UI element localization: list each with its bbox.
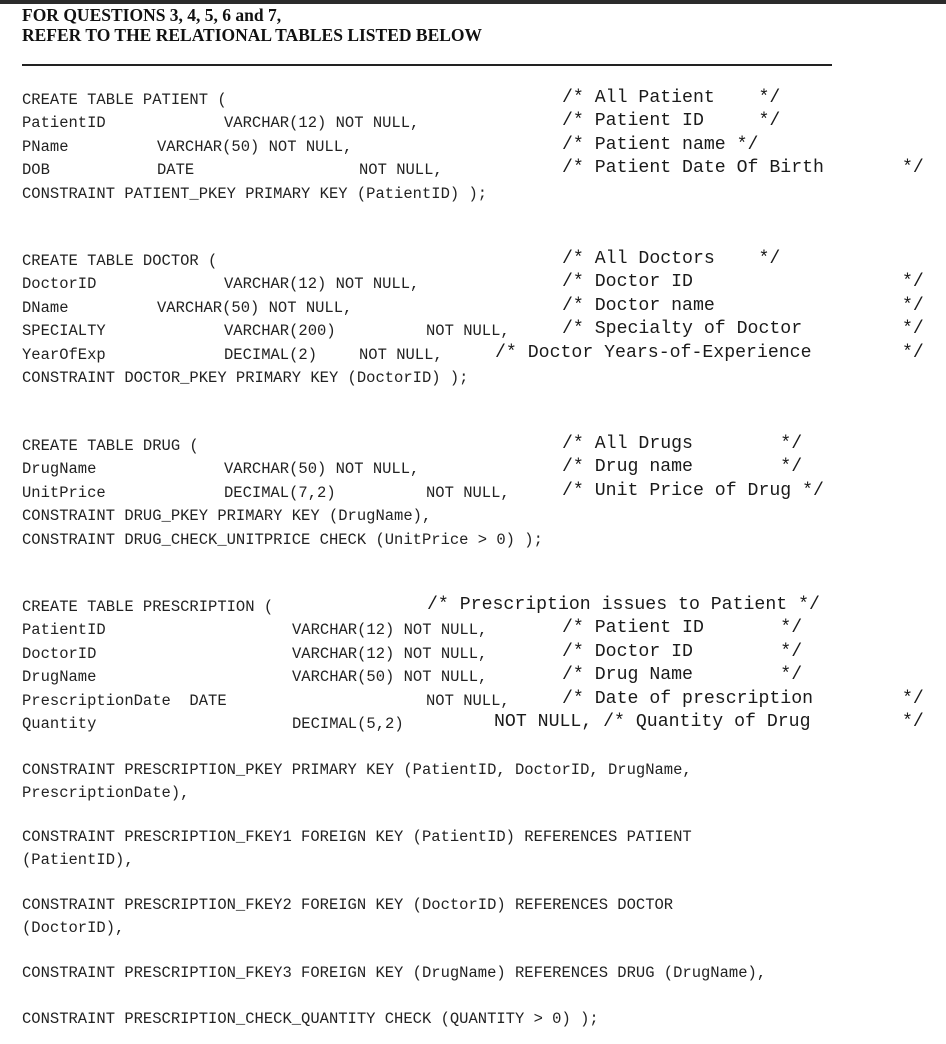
code-text: YearOfExp bbox=[22, 345, 106, 364]
heading-line-2: REFER TO THE RELATIONAL TABLES LISTED BELOW bbox=[22, 25, 483, 45]
code-comment: /* Doctor ID */ bbox=[562, 641, 803, 662]
code-text: VARCHAR(12) NOT NULL, bbox=[224, 114, 420, 133]
code-text: CREATE TABLE DRUG ( bbox=[22, 437, 199, 455]
code-comment: /* Doctor Years-of-Experience bbox=[495, 342, 812, 363]
code-text: PrescriptionDate), bbox=[22, 784, 190, 803]
code-text: CONSTRAINT DRUG_PKEY PRIMARY KEY (DrugName), bbox=[22, 507, 432, 526]
code-text: CONSTRAINT DOCTOR_PKEY PRIMARY KEY (DoctorID) ); bbox=[22, 369, 469, 387]
code-text: DECIMAL(7,2) bbox=[224, 483, 336, 502]
code-text: VARCHAR(50) NOT NULL, bbox=[292, 668, 488, 687]
code-text: CREATE TABLE DOCTOR ( bbox=[22, 252, 218, 270]
code-comment: /* Specialty of Doctor bbox=[562, 319, 803, 340]
code-text: DoctorID bbox=[22, 644, 97, 663]
code-comment: */ bbox=[902, 295, 924, 316]
code-text: CREATE TABLE PATIENT ( bbox=[22, 91, 227, 109]
code-comment: /* Patient ID */ bbox=[562, 111, 781, 132]
code-comment: /* Doctor name bbox=[562, 295, 715, 316]
code-text: NOT NULL, bbox=[359, 161, 443, 180]
code-text: DATE bbox=[157, 161, 195, 180]
code-comment: /* All Drugs */ bbox=[562, 434, 803, 454]
code-text: CREATE TABLE PRESCRIPTION ( bbox=[22, 598, 274, 616]
code-comment: /* Drug name */ bbox=[562, 457, 803, 478]
code-text: NOT NULL, bbox=[359, 345, 443, 364]
code-text: NOT NULL, bbox=[426, 322, 510, 341]
code-comment: /* Patient Date Of Birth bbox=[562, 158, 824, 179]
code-text: NOT NULL, bbox=[426, 483, 510, 502]
code-comment: */ bbox=[902, 272, 924, 293]
code-comment: /* Unit Price of Drug */ bbox=[562, 480, 824, 501]
code-text: CONSTRAINT PRESCRIPTION_CHECK_QUANTITY CHECK (QUANTITY > 0) ); bbox=[22, 1010, 599, 1028]
heading-rule bbox=[22, 64, 832, 66]
code-comment: /* Doctor ID bbox=[562, 272, 693, 293]
code-comment: */ bbox=[902, 712, 924, 732]
code-text: DName bbox=[22, 298, 69, 317]
code-comment: /* Prescription issues to Patient */ bbox=[427, 595, 820, 615]
code-text: NOT NULL, bbox=[426, 691, 510, 710]
code-text: PatientID bbox=[22, 621, 106, 640]
code-text: VARCHAR(12) NOT NULL, bbox=[292, 621, 488, 640]
code-comment: /* Date of prescription bbox=[562, 688, 814, 709]
code-text: CONSTRAINT PATIENT_PKEY PRIMARY KEY (PatientID) ); bbox=[22, 184, 488, 203]
code-comment: */ bbox=[902, 342, 924, 363]
code-comment: NOT NULL, /* Quantity of Drug bbox=[494, 712, 811, 732]
code-text: UnitPrice bbox=[22, 483, 106, 502]
code-text: PatientID bbox=[22, 114, 106, 133]
code-text: DrugName bbox=[22, 668, 97, 687]
code-text: DoctorID bbox=[22, 275, 97, 294]
code-text: DOB bbox=[22, 161, 50, 180]
code-text: CONSTRAINT PRESCRIPTION_FKEY1 FOREIGN KEY (PatientID) REFERENCES PATIENT bbox=[22, 828, 692, 846]
code-comment: /* All Patient */ bbox=[562, 88, 781, 108]
code-text: (PatientID), bbox=[22, 851, 134, 870]
code-text: PName bbox=[22, 137, 69, 156]
code-text: DrugName bbox=[22, 460, 97, 479]
code-comment: */ bbox=[902, 319, 924, 340]
code-comment: /* Patient ID */ bbox=[562, 618, 803, 639]
code-text: VARCHAR(50) NOT NULL, bbox=[224, 460, 420, 479]
code-text: (DoctorID), bbox=[22, 919, 125, 938]
heading-line-1: FOR QUESTIONS 3, 4, 5, 6 and 7, bbox=[22, 5, 282, 25]
code-text: CONSTRAINT PRESCRIPTION_PKEY PRIMARY KEY (PatientID, DoctorID, DrugName, bbox=[22, 761, 692, 779]
code-text: SPECIALTY bbox=[22, 322, 106, 341]
code-text: PrescriptionDate DATE bbox=[22, 691, 227, 710]
code-comment: */ bbox=[902, 158, 924, 179]
code-comment: /* Drug Name */ bbox=[562, 665, 803, 686]
code-text: VARCHAR(12) NOT NULL, bbox=[292, 644, 488, 663]
code-text: CONSTRAINT DRUG_CHECK_UNITPRICE CHECK (UnitPrice > 0) ); bbox=[22, 530, 543, 549]
code-text: DECIMAL(5,2) bbox=[292, 715, 404, 733]
code-comment: /* Patient name */ bbox=[562, 134, 759, 155]
code-text: VARCHAR(50) NOT NULL, bbox=[157, 137, 353, 156]
code-text: VARCHAR(12) NOT NULL, bbox=[224, 275, 420, 294]
code-comment: */ bbox=[902, 688, 924, 709]
code-text: DECIMAL(2) bbox=[224, 345, 318, 364]
code-comment: /* All Doctors */ bbox=[562, 249, 781, 269]
code-text: CONSTRAINT PRESCRIPTION_FKEY3 FOREIGN KEY (DrugName) REFERENCES DRUG (DrugName), bbox=[22, 964, 767, 982]
code-text: VARCHAR(200) bbox=[224, 322, 336, 341]
code-text: Quantity bbox=[22, 715, 97, 733]
top-border bbox=[0, 0, 946, 4]
code-text: CONSTRAINT PRESCRIPTION_FKEY2 FOREIGN KEY (DoctorID) REFERENCES DOCTOR bbox=[22, 896, 674, 914]
code-text: VARCHAR(50) NOT NULL, bbox=[157, 298, 353, 317]
